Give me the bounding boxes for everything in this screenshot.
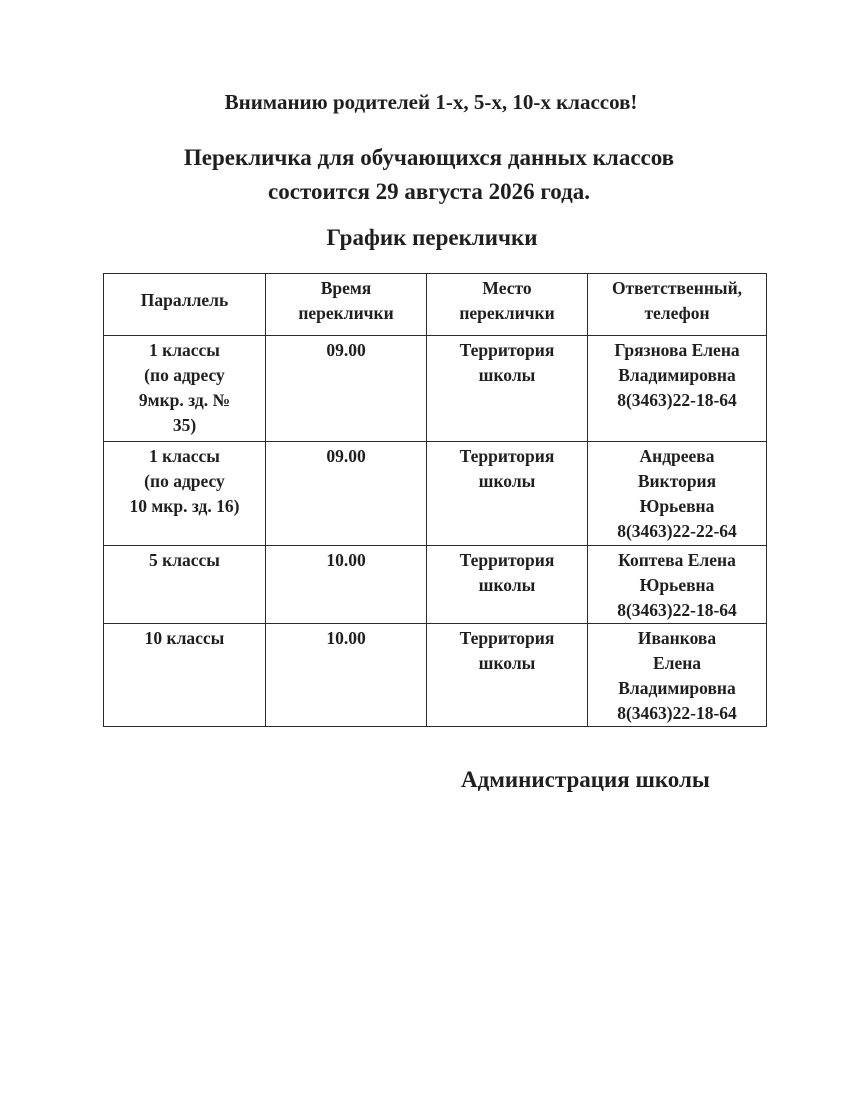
header-responsible: Ответственный, телефон <box>588 274 767 336</box>
cell-responsible: Иванкова Елена Владимировна 8(3463)22-18-64 <box>588 624 767 727</box>
notice-attention-heading: Вниманию родителей 1-х, 5-х, 10-х классов! <box>224 90 638 114</box>
cell-parallel: 1 классы (по адресу 10 мкр. зд. 16) <box>104 442 266 546</box>
cell-time: 10.00 <box>266 624 427 727</box>
cell-time: 10.00 <box>266 546 427 624</box>
rollcall-line-1: Перекличка для обучающихся данных классов <box>183 145 675 170</box>
table-row <box>104 336 767 442</box>
cell-place: Территория школы <box>427 624 588 727</box>
cell-parallel: 5 классы <box>104 546 266 624</box>
rollcall-line-2: состоится 29 августа 2026 года. <box>268 179 590 204</box>
cell-time: 09.00 <box>266 442 427 546</box>
cell-responsible: Коптева Елена Юрьевна 8(3463)22-18-64 <box>588 546 767 624</box>
rollcall-schedule-table <box>103 273 767 727</box>
table-row <box>104 442 767 546</box>
cell-responsible: Андреева Виктория Юрьевна 8(3463)22-22-64 <box>588 442 767 546</box>
header-parallel: Параллель <box>104 274 266 336</box>
header-time: Время переклички <box>266 274 427 336</box>
cell-place: Территория школы <box>427 336 588 442</box>
table-row <box>104 624 767 727</box>
cell-place: Территория школы <box>427 442 588 546</box>
cell-time: 09.00 <box>266 336 427 442</box>
cell-parallel: 10 классы <box>104 624 266 727</box>
schedule-title: График переклички <box>326 225 538 250</box>
header-place: Место переклички <box>427 274 588 336</box>
cell-place: Территория школы <box>427 546 588 624</box>
cell-parallel: 1 классы (по адресу 9мкр. зд. № 35) <box>104 336 266 442</box>
rollcall-announcement <box>4 141 850 209</box>
table-row <box>104 546 767 624</box>
cell-responsible: Грязнова Елена Владимировна 8(3463)22-18-64 <box>588 336 767 442</box>
table-header-row <box>104 274 767 336</box>
school-administration-signature: Администрация школы <box>461 767 710 792</box>
